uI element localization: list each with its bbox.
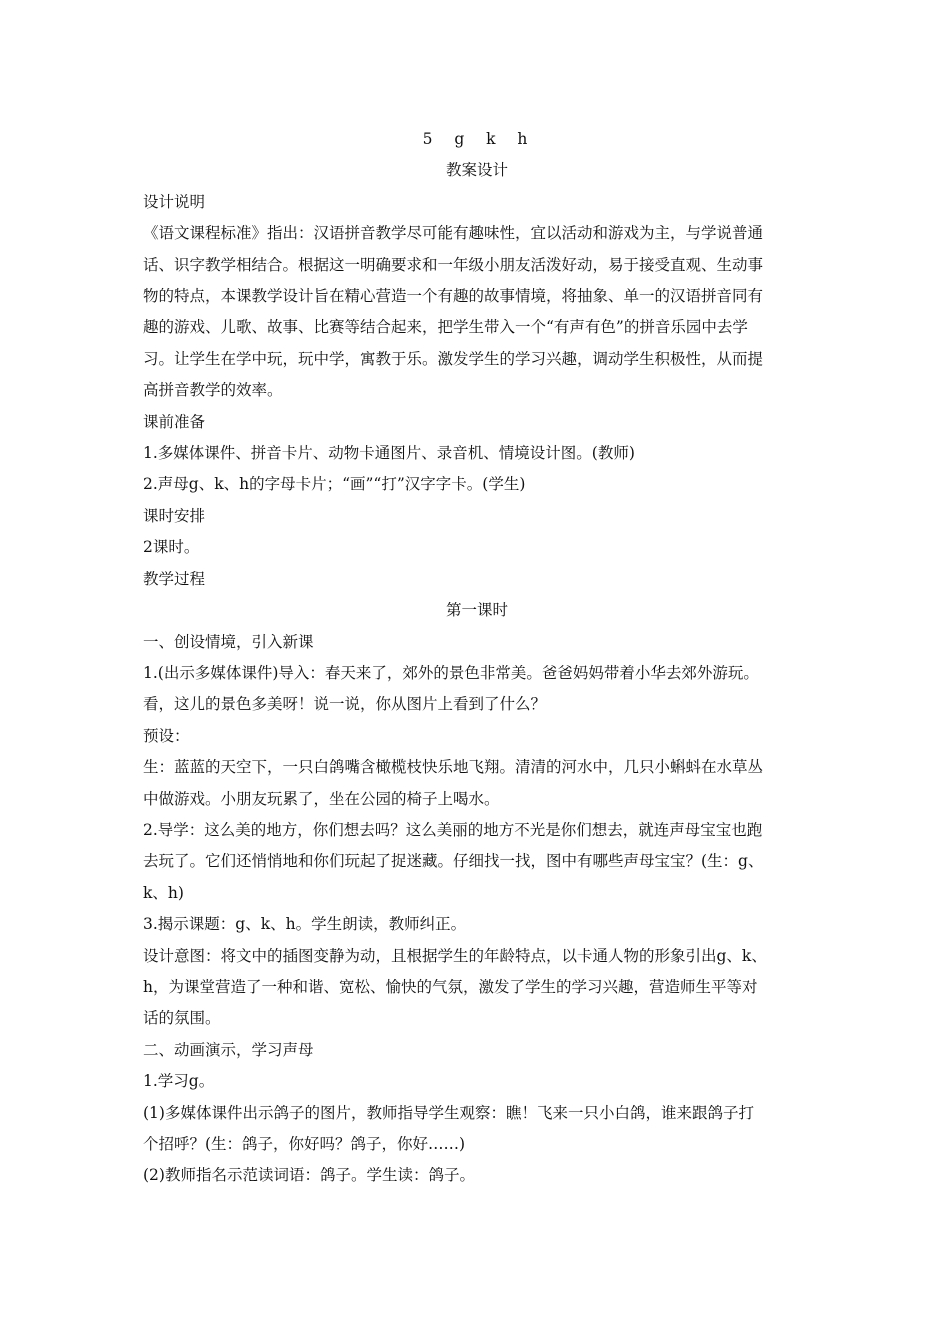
design-note-line: 习。让学生在学中玩，玩中学，寓教于乐。激发学生的学习兴趣，调动学生积极性，从而提 (143, 349, 764, 368)
part-1-item-2-line: 去玩了。它们还悄悄地和你们玩起了捉迷藏。仔细找一找，图中有哪些声母宝宝？(生：g、 (143, 852, 764, 871)
part-1-item-3: 3.揭示课题：g、k、h。学生朗读，教师纠正。 (143, 915, 467, 934)
design-note-line: 趣的游戏、儿歌、故事、比赛等结合起来，把学生带入一个“有声有色”的拼音乐园中去学 (143, 318, 748, 337)
part-1-item-2-line: 2.导学：这么美的地方，你们想去吗？这么美丽的地方不光是你们想去，就连声母宝宝也跑 (143, 820, 763, 839)
part-1-item-1-line: 看，这儿的景色多美呀！说一说，你从图片上看到了什么？ (143, 695, 547, 714)
design-note-line: 话、识字教学相结合。根据这一明确要求和一年级小朋友活泼好动，易于接受直观、生动事 (143, 255, 764, 274)
document-content (143, 124, 811, 1192)
part-2-heading: 二、动画演示，学习声母 (143, 1040, 314, 1059)
part-2-sub-1-line: (1)多媒体课件出示鸽子的图片，教师指导学生观察：瞧！飞来一只小白鸽，谁来跟鸽子打 (143, 1103, 754, 1122)
design-note-line: 《语文课程标准》指出：汉语拼音教学尽可能有趣味性，宜以活动和游戏为主，与学说普通 (143, 224, 764, 243)
part-2-item-1: 1.学习g。 (143, 1072, 215, 1091)
student-answer-line: 生：蓝蓝的天空下，一只白鸽嘴含橄榄枝快乐地飞翔。清清的河水中，几只小蝌蚪在水草丛 (143, 758, 764, 777)
prep-item-2: 2.声母g、k、h的字母卡片；“画”“打”汉字字卡。(学生) (143, 475, 526, 494)
section-heading-process: 教学过程 (143, 569, 206, 588)
design-intent-line: 设计意图：将文中的插图变静为动，且根据学生的年龄特点，以卡通人物的形象引出g、k、 (143, 946, 767, 965)
lesson-1-heading: 第一课时 (445, 601, 508, 620)
part-1-item-1-line: 1.(出示多媒体课件)导入：春天来了，郊外的景色非常美。爸爸妈妈带着小华去郊外游玩。 (143, 663, 759, 682)
part-1-item-2-line: k、h) (143, 883, 184, 902)
design-note-line: 高拼音教学的效率。 (143, 381, 283, 400)
part-1-heading: 一、创设情境，引入新课 (143, 632, 314, 651)
part-2-sub-2: (2)教师指名示范读词语：鸽子。学生读：鸽子。 (143, 1166, 475, 1185)
design-intent-line: h，为课堂营造了一种和谐、宽松、愉快的气氛，激发了学生的学习兴趣，营造师生平等对 (143, 977, 758, 996)
lesson-title: 5 g k h (422, 130, 532, 148)
part-2-sub-1-line: 个招呼？(生：鸽子，你好吗？鸽子，你好……) (143, 1135, 466, 1153)
section-heading-design-note: 设计说明 (143, 192, 206, 211)
prep-item-1: 1.多媒体课件、拼音卡片、动物卡通图片、录音机、情境设计图。(教师) (143, 444, 635, 463)
lesson-subtitle: 教案设计 (445, 161, 508, 180)
design-note-line: 物的特点，本课教学设计旨在精心营造一个有趣的故事情境，将抽象、单一的汉语拼音同有 (143, 287, 764, 306)
preset-label: 预设： (143, 726, 190, 745)
design-intent-line: 话的氛围。 (143, 1009, 221, 1028)
schedule-text: 2课时。 (143, 538, 200, 557)
section-heading-prep: 课前准备 (143, 412, 206, 431)
section-heading-schedule: 课时安排 (143, 506, 206, 525)
student-answer-line: 中做游戏。小朋友玩累了，坐在公园的椅子上喝水。 (143, 789, 500, 808)
